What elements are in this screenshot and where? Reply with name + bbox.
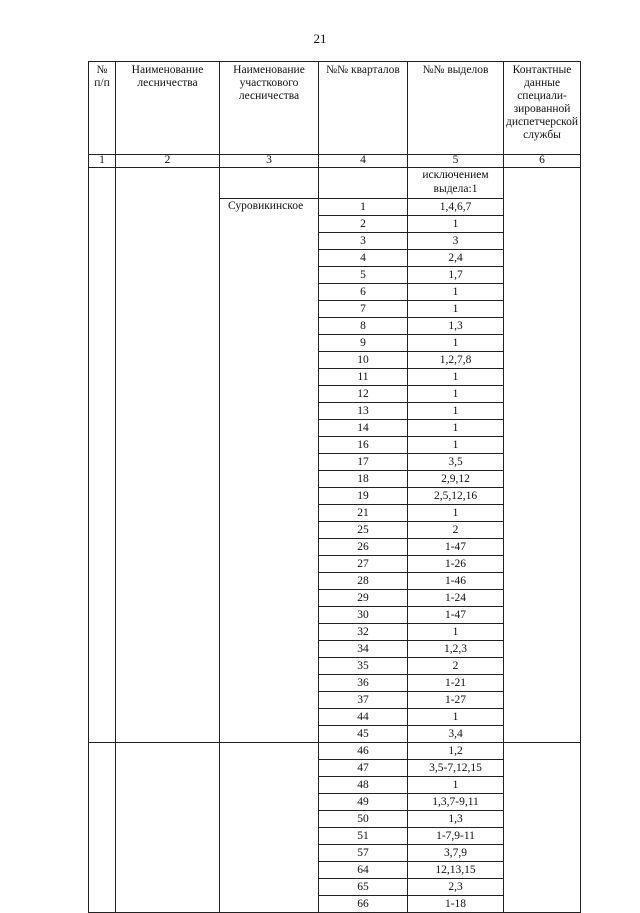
allotment-cell: 1 <box>408 369 504 386</box>
header-forestry: Наименование лесничества <box>116 62 220 155</box>
quarter-cell: 26 <box>319 539 408 556</box>
allotment-cell: 2 <box>408 522 504 539</box>
allotment-cell: 3,4 <box>408 726 504 743</box>
forestry-cell <box>116 168 220 743</box>
quarter-cell: 21 <box>319 505 408 522</box>
section-1 <box>89 168 581 743</box>
allotment-cell: 1,2,7,8 <box>408 352 504 369</box>
quarter-cell: 45 <box>319 726 408 743</box>
allotment-cell: 1,2,3 <box>408 641 504 658</box>
quarter-cell: 50 <box>319 811 408 828</box>
quarter-cell: 57 <box>319 845 408 862</box>
column-number-row <box>89 155 581 168</box>
forestry-table <box>88 61 581 913</box>
allotment-cell: 1-18 <box>408 896 504 913</box>
quarter-cell: 29 <box>319 590 408 607</box>
forestry-cell <box>116 743 220 913</box>
page-number: 21 <box>313 31 327 46</box>
allotment-cell: 12,13,15 <box>408 862 504 879</box>
allotment-cell: 1 <box>408 386 504 403</box>
allotment-cell: 1,3 <box>408 318 504 335</box>
allotment-cell: 1 <box>408 284 504 301</box>
column-number: 5 <box>408 155 504 168</box>
quarter-cell: 51 <box>319 828 408 845</box>
allotment-cell: 2 <box>408 658 504 675</box>
quarter-cell: 46 <box>319 743 408 760</box>
allotment-cell: 1 <box>408 505 504 522</box>
allotment-cell: 3,7,9 <box>408 845 504 862</box>
allotment-cell: 1 <box>408 624 504 641</box>
quarter-cell: 49 <box>319 794 408 811</box>
quarter-cell: 7 <box>319 301 408 318</box>
district-name: Суровикинское <box>220 199 319 743</box>
quarter-cell: 14 <box>319 420 408 437</box>
quarter-cell: 48 <box>319 777 408 794</box>
allotment-cell: 1 <box>408 301 504 318</box>
allotment-cell: 1-21 <box>408 675 504 692</box>
header-allotments: №№ выделов <box>408 62 504 155</box>
allotment-cell: 1,2 <box>408 743 504 760</box>
header-district-forestry: Наименование участкового лесничества <box>220 62 319 155</box>
column-number: 1 <box>89 155 116 168</box>
quarter-cell: 13 <box>319 403 408 420</box>
district-cell <box>220 743 319 913</box>
quarter-cell: 11 <box>319 369 408 386</box>
allotment-cell: 2,9,12 <box>408 471 504 488</box>
section-2 <box>89 743 581 913</box>
allotment-cell: 1 <box>408 403 504 420</box>
quarter-cell: 32 <box>319 624 408 641</box>
quarter-cell: 65 <box>319 879 408 896</box>
quarter-cell: 2 <box>319 216 408 233</box>
quarter-cell: 30 <box>319 607 408 624</box>
quarter-cell: 12 <box>319 386 408 403</box>
allotment-cell: 1-7,9-11 <box>408 828 504 845</box>
quarter-cell: 17 <box>319 454 408 471</box>
quarter-cell: 6 <box>319 284 408 301</box>
allotment-cell: 2,5,12,16 <box>408 488 504 505</box>
allotment-cell: 1-47 <box>408 607 504 624</box>
allotment-cell: 2,3 <box>408 879 504 896</box>
column-number: 6 <box>504 155 581 168</box>
allotment-cell: 1,3,7-9,11 <box>408 794 504 811</box>
quarter-cell: 35 <box>319 658 408 675</box>
district-cell <box>220 168 319 199</box>
contacts-cell <box>504 168 581 743</box>
column-number: 4 <box>319 155 408 168</box>
allotment-cell: 3,5-7,12,15 <box>408 760 504 777</box>
quarter-cell: 28 <box>319 573 408 590</box>
allotment-cell: 1-26 <box>408 556 504 573</box>
allotment-cell: 1,4,6,7 <box>408 199 504 216</box>
allotment-cell: 1 <box>408 335 504 352</box>
quarter-cell: 25 <box>319 522 408 539</box>
quarter-cell: 5 <box>319 267 408 284</box>
allotment-cell: 1-27 <box>408 692 504 709</box>
quarter-cell: 19 <box>319 488 408 505</box>
allotment-cell: 1 <box>408 437 504 454</box>
header-quarters: №№ кварталов <box>319 62 408 155</box>
quarter-cell: 9 <box>319 335 408 352</box>
number-cell <box>89 168 116 743</box>
quarter-cell: 3 <box>319 233 408 250</box>
table-row <box>89 743 581 760</box>
header-row <box>89 62 581 155</box>
column-number: 3 <box>220 155 319 168</box>
allotment-cell: 1-24 <box>408 590 504 607</box>
allotment-cell: 1-47 <box>408 539 504 556</box>
quarter-cell: 1 <box>319 199 408 216</box>
quarter-cell: 8 <box>319 318 408 335</box>
allotment-cell: 1,7 <box>408 267 504 284</box>
quarter-cell: 10 <box>319 352 408 369</box>
quarter-cell <box>319 168 408 199</box>
quarter-cell: 4 <box>319 250 408 267</box>
allotment-cell: 1 <box>408 216 504 233</box>
quarter-cell: 27 <box>319 556 408 573</box>
quarter-cell: 34 <box>319 641 408 658</box>
column-number: 2 <box>116 155 220 168</box>
table-row <box>89 168 581 199</box>
quarter-cell: 44 <box>319 709 408 726</box>
contacts-cell <box>504 743 581 913</box>
allotment-cell: 2,4 <box>408 250 504 267</box>
quarter-cell: 66 <box>319 896 408 913</box>
allotment-cell: исключением выдела:1 <box>408 168 504 199</box>
allotment-cell: 1 <box>408 777 504 794</box>
number-cell <box>89 743 116 913</box>
allotment-cell: 1 <box>408 420 504 437</box>
quarter-cell: 47 <box>319 760 408 777</box>
header-number: № п/п <box>89 62 116 155</box>
quarter-cell: 36 <box>319 675 408 692</box>
quarter-cell: 64 <box>319 862 408 879</box>
quarter-cell: 16 <box>319 437 408 454</box>
allotment-cell: 3 <box>408 233 504 250</box>
quarter-cell: 18 <box>319 471 408 488</box>
quarter-cell: 37 <box>319 692 408 709</box>
allotment-cell: 1 <box>408 709 504 726</box>
header-contacts: Контактные данные специали-зированной диспетчерской службы <box>504 62 581 155</box>
allotment-cell: 3,5 <box>408 454 504 471</box>
allotment-cell: 1-46 <box>408 573 504 590</box>
allotment-cell: 1,3 <box>408 811 504 828</box>
